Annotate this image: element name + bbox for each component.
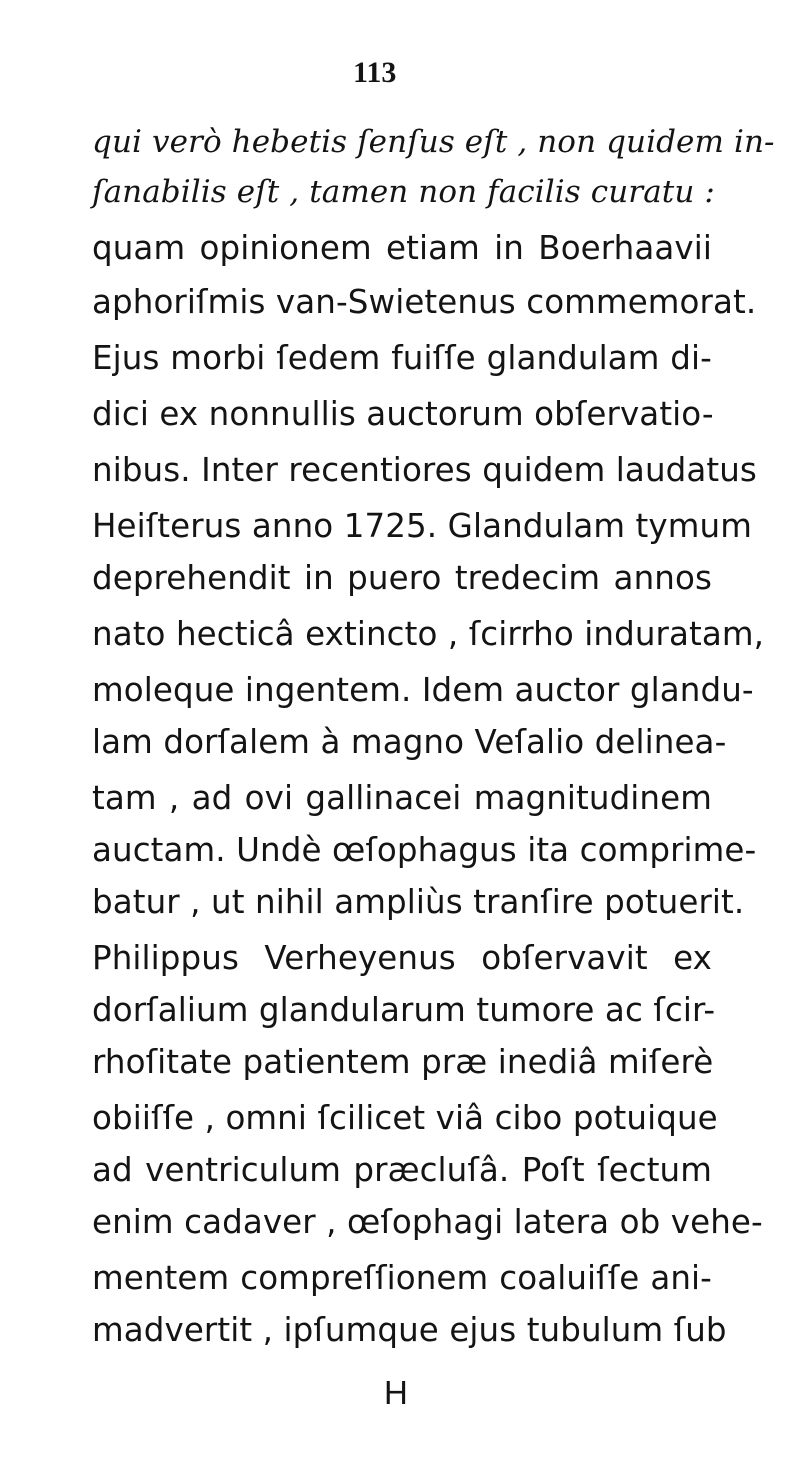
page-number: 113 [353,56,397,89]
text-line: dici ex nonnullis auctorum obſervatio- [92,395,714,433]
body-text [0,116,800,1364]
text-line: lam dorſalem à magno Veſalio delinea- [92,723,727,761]
text-line: Philippus Verheyenus obſervavit ex [92,939,712,977]
text-line: nato hecticâ extincto , ſcirrho induratam, [92,615,765,653]
text-line: madvertit , ipſumque ejus tubulum ſub [92,1311,727,1349]
text-line: obiiſſe , omni ſcilicet viâ cibo potuique [92,1099,718,1137]
text-line: ad ventriculum præcluſâ. Poſt ſectum [92,1151,712,1189]
text-line: aphoriſmis van-Swietenus commemorat. [92,283,757,321]
text-line: ſanabilis eſt , tamen non facilis curatu : [92,174,715,210]
text-line: deprehendit in puero tredecim annos [92,559,712,597]
text-line: Ejus morbi ſedem fuiſſe glandulam di- [92,339,712,377]
text-line: Heiſterus anno 1725. Glandulam tymum [92,507,752,545]
text-line: nibus. Inter recentiores quidem laudatus [92,451,757,489]
text-line: enim cadaver , œſophagi latera ob vehe- [92,1203,763,1241]
text-line: qui verò hebetis ſenſus eſt , non quidem in- [92,124,775,160]
text-line: quam opinionem etiam in Boerhaavii [92,229,712,267]
signature-mark: H [384,1374,408,1411]
text-line: batur , ut nihil ampliùs tranſire potuerit. [92,883,745,921]
text-line: dorſalium glandularum tumore ac ſcir- [92,991,716,1029]
text-line: mentem compreſſionem coaluiſſe ani- [92,1259,712,1297]
text-line: rhoſitate patientem præ inediâ miſerè [92,1043,714,1081]
text-line: auctam. Undè œſophagus ita comprime- [92,831,757,869]
text-line: tam , ad ovi gallinacei magnitudinem [92,779,712,817]
text-line: moleque ingentem. Idem auctor glandu- [92,671,754,709]
